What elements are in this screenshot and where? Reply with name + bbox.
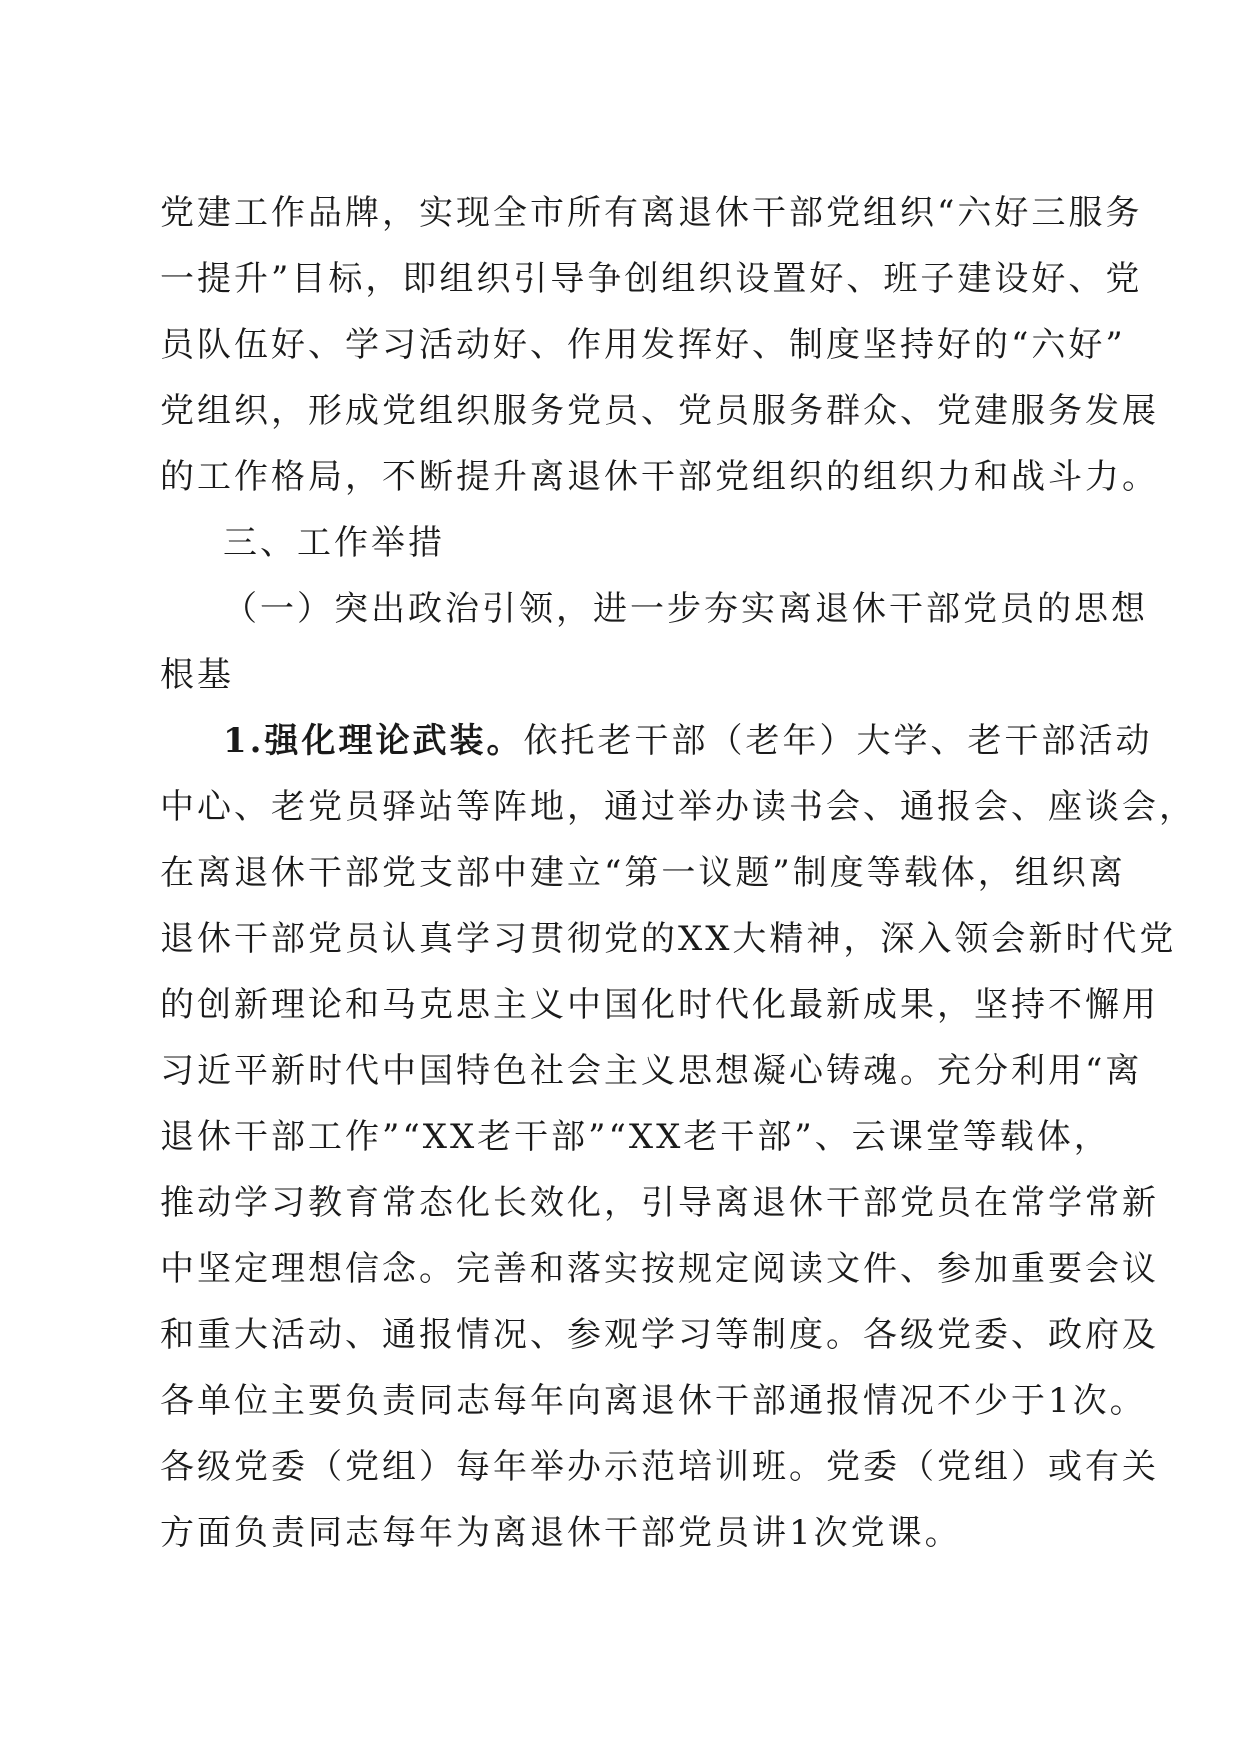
item-line: 和重大活动、通报情况、参观学习等制度。各级党委、政府及 bbox=[160, 1315, 1159, 1355]
section-heading: 三、工作举措 bbox=[223, 523, 445, 563]
item-title: 1.强化理论武装。 bbox=[223, 721, 524, 761]
item-line: 中坚定理想信念。完善和落实按规定阅读文件、参加重要会议 bbox=[160, 1249, 1159, 1289]
item-line: 各单位主要负责同志每年向离退休干部通报情况不少于1次。 bbox=[160, 1381, 1147, 1421]
paragraph-line: 的工作格局，不断提升离退休干部党组织的组织力和战斗力。 bbox=[160, 457, 1159, 497]
paragraph-line: 党组织，形成党组织服务党员、党员服务群众、党建服务发展 bbox=[160, 391, 1159, 431]
item-line: 退休干部工作”“XX老干部”“XX老干部”、云课堂等载体， bbox=[160, 1117, 1111, 1157]
paragraph-line: 党建工作品牌，实现全市所有离退休干部党组织“六好三服务 bbox=[160, 193, 1143, 233]
item-line: 各级党委（党组）每年举办示范培训班。党委（党组）或有关 bbox=[160, 1447, 1159, 1487]
item-text: 依托老干部（老年）大学、老干部活动 bbox=[523, 721, 1153, 761]
document-page bbox=[160, 180, 1196, 1566]
item-line: 在离退休干部党支部中建立“第一议题”制度等载体，组织离 bbox=[160, 853, 1126, 893]
item-line: 的创新理论和马克思主义中国化时代化最新成果，坚持不懈用 bbox=[160, 985, 1159, 1025]
item-line: 推动学习教育常态化长效化，引导离退休干部党员在常学常新 bbox=[160, 1183, 1159, 1223]
item-first-line bbox=[160, 708, 1153, 774]
paragraph-line: 员队伍好、学习活动好、作用发挥好、制度坚持好的“六好” bbox=[160, 325, 1126, 365]
item-line: 退休干部党员认真学习贯彻党的XX大精神，深入领会新时代党 bbox=[160, 919, 1177, 959]
subsection-heading: （一）突出政治引领，进一步夯实离退休干部党员的思想 bbox=[223, 589, 1148, 629]
item-line: 方面负责同志每年为离退休干部党员讲1次党课。 bbox=[160, 1513, 962, 1553]
item-line: 中心、老党员驿站等阵地，通过举办读书会、通报会、座谈会， bbox=[160, 787, 1196, 827]
paragraph-line: 一提升”目标，即组织引导争创组织设置好、班子建设好、党 bbox=[160, 259, 1143, 299]
subsection-heading-continued: 根基 bbox=[160, 655, 234, 695]
item-line: 习近平新时代中国特色社会主义思想凝心铸魂。充分利用“离 bbox=[160, 1051, 1143, 1091]
